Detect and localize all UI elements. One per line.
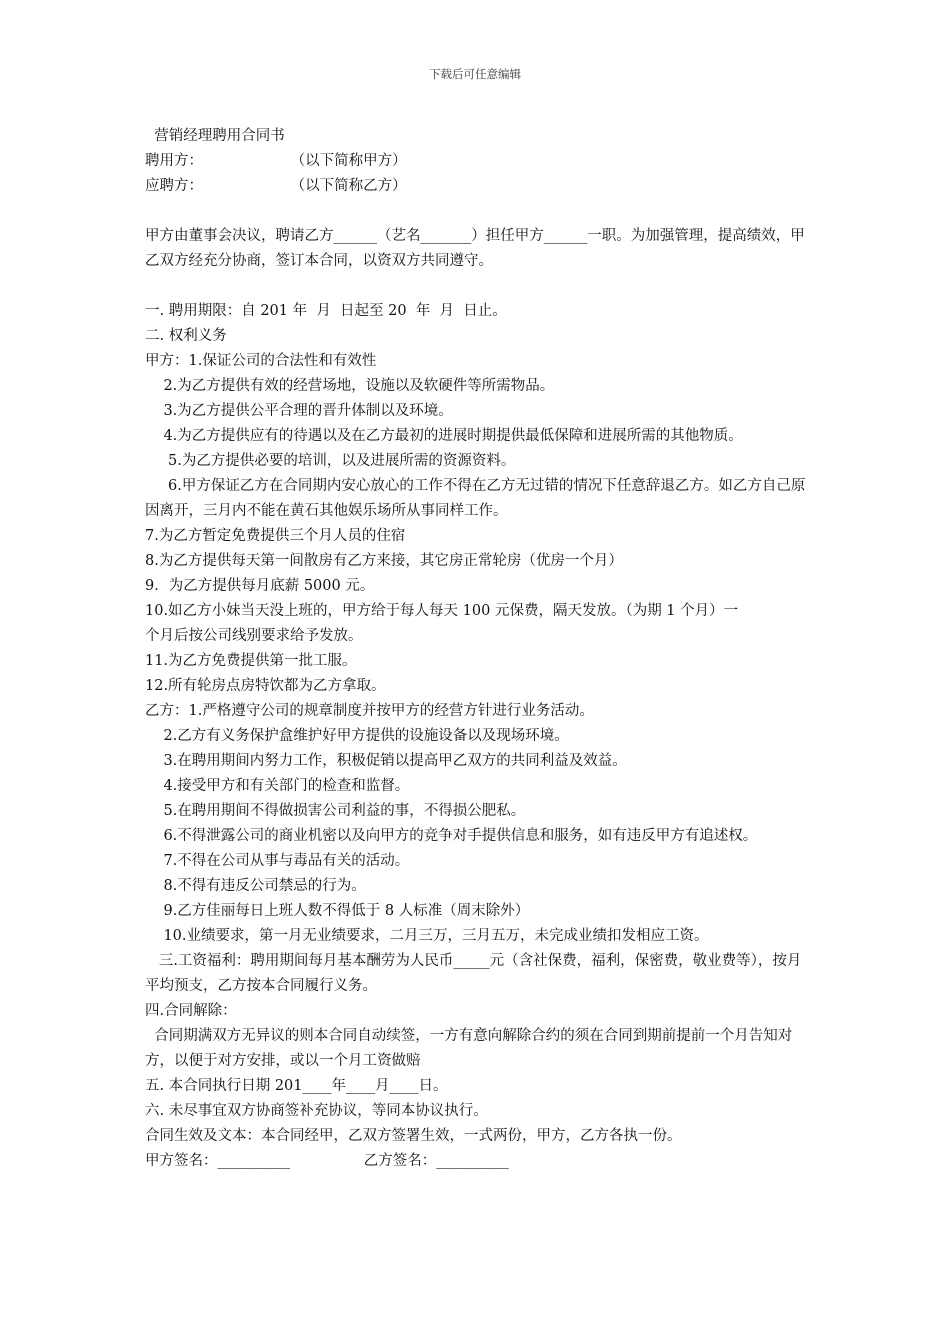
- party-b-item: 2.乙方有义务保护盒维护好甲方提供的设施设备以及现场环境。: [145, 728, 569, 744]
- blank-line: [145, 274, 811, 299]
- section-effective-date: 五. 本合同执行日期 201____年____月____日。: [145, 1078, 448, 1094]
- party-b-item: 乙方：1.严格遵守公司的规章制度并按甲方的经营方针进行业务活动。: [145, 703, 594, 719]
- termination-paragraph: 合同期满双方无异议的则本合同自动续签，一方有意向解除合约的须在合同到期前提前一个月告知对方，以便于对方安排，或以一个月工资做赔: [145, 1028, 793, 1069]
- signature-line: 甲方签名：__________ 乙方签名：__________: [145, 1153, 509, 1169]
- party-a-item: 10.如乙方小妹当天没上班的，甲方给于每人每天 100 元保费，隔天发放。（为期 1 个月）一 个月后按公司线别要求给予发放。: [145, 603, 803, 644]
- party-a-item: 4.为乙方提供应有的待遇以及在乙方最初的进展时期提供最低保障和进展所需的其他物质。: [145, 428, 743, 444]
- party-a-item: 2.为乙方提供有效的经营场地，设施以及软硬件等所需物品。: [145, 378, 555, 394]
- party-a-item: 9．为乙方提供每月底薪 5000 元。: [145, 578, 375, 594]
- party-a-item: 8.为乙方提供每天第一间散房有乙方来接，其它房正常轮房（优房一个月）: [145, 553, 623, 569]
- party-a-item: 5.为乙方提供必要的培训，以及进展所需的资源资料。: [145, 453, 516, 469]
- party-b-item: 6.不得泄露公司的商业机密以及向甲方的竞争对手提供信息和服务，如有违反甲方有追述权。: [145, 828, 758, 844]
- page-header: 下载后可任意编辑: [429, 67, 521, 81]
- blank-line: [145, 199, 811, 224]
- party-a-item: 12.所有轮房点房特饮都为乙方拿取。: [145, 678, 386, 694]
- employer-line: 聘用方： （以下简称甲方）: [145, 153, 407, 169]
- party-b-item: 3.在聘用期间内努力工作，积极促销以提高甲乙双方的共同利益及效益。: [145, 753, 627, 769]
- party-a-item: 7.为乙方暂定免费提供三个月人员的住宿: [145, 528, 406, 544]
- section-term: 一. 聘用期限：自 201 年 月 日起至 20 年 月 日止。: [145, 303, 507, 319]
- party-b-item: 5.在聘用期间不得做损害公司利益的事，不得损公肥私。: [145, 803, 526, 819]
- party-a-item: 3.为乙方提供公平合理的晋升体制以及环境。: [145, 403, 453, 419]
- party-a-item: 甲方：1.保证公司的合法性和有效性: [145, 353, 377, 369]
- contract-body: [145, 124, 811, 1174]
- contract-title: 营销经理聘用合同书: [145, 128, 285, 144]
- employee-line: 应聘方： （以下简称乙方）: [145, 178, 407, 194]
- party-b-item: 8.不得有违反公司禁忌的行为。: [145, 878, 366, 894]
- party-b-item: 9.乙方佳丽每日上班人数不得低于 8 人标准（周末除外）: [145, 903, 530, 919]
- section-termination: 四.合同解除：: [145, 1003, 237, 1019]
- section-supplement: 六. 未尽事宜双方协商签补充协议，等同本协议执行。: [145, 1103, 488, 1119]
- party-b-item: 10.业绩要求，第一月无业绩要求，二月三万，三月五万，未完成业绩扣发相应工资。: [145, 928, 709, 944]
- party-b-item: 7.不得在公司从事与毒品有关的活动。: [145, 853, 410, 869]
- intro-paragraph: 甲方由董事会决议，聘请乙方______（艺名_______）担任甲方______一职。为加强管理，提高绩效，甲乙双方经充分协商，签订本合同，以资双方共同遵守。: [145, 228, 805, 269]
- section-rights: 二. 权利义务: [145, 328, 227, 344]
- party-a-item: 11.为乙方免费提供第一批工服。: [145, 653, 357, 669]
- validity-paragraph: 合同生效及文本：本合同经甲，乙双方签署生效，一式两份，甲方，乙方各执一份。: [145, 1128, 682, 1144]
- section-salary: 三.工资福利：聘用期间每月基本酬劳为人民币_____元（含社保费，福利，保密费，敬业费等），按月平均预支，乙方按本合同履行义务。: [145, 953, 802, 994]
- party-a-item: 6.甲方保证乙方在合同期内安心放心的工作不得在乙方无过错的情况下任意辞退乙方。如乙方自己原因离开，三月内不能在黄石其他娱乐场所从事同样工作。: [145, 478, 806, 519]
- party-b-item: 4.接受甲方和有关部门的检查和监督。: [145, 778, 410, 794]
